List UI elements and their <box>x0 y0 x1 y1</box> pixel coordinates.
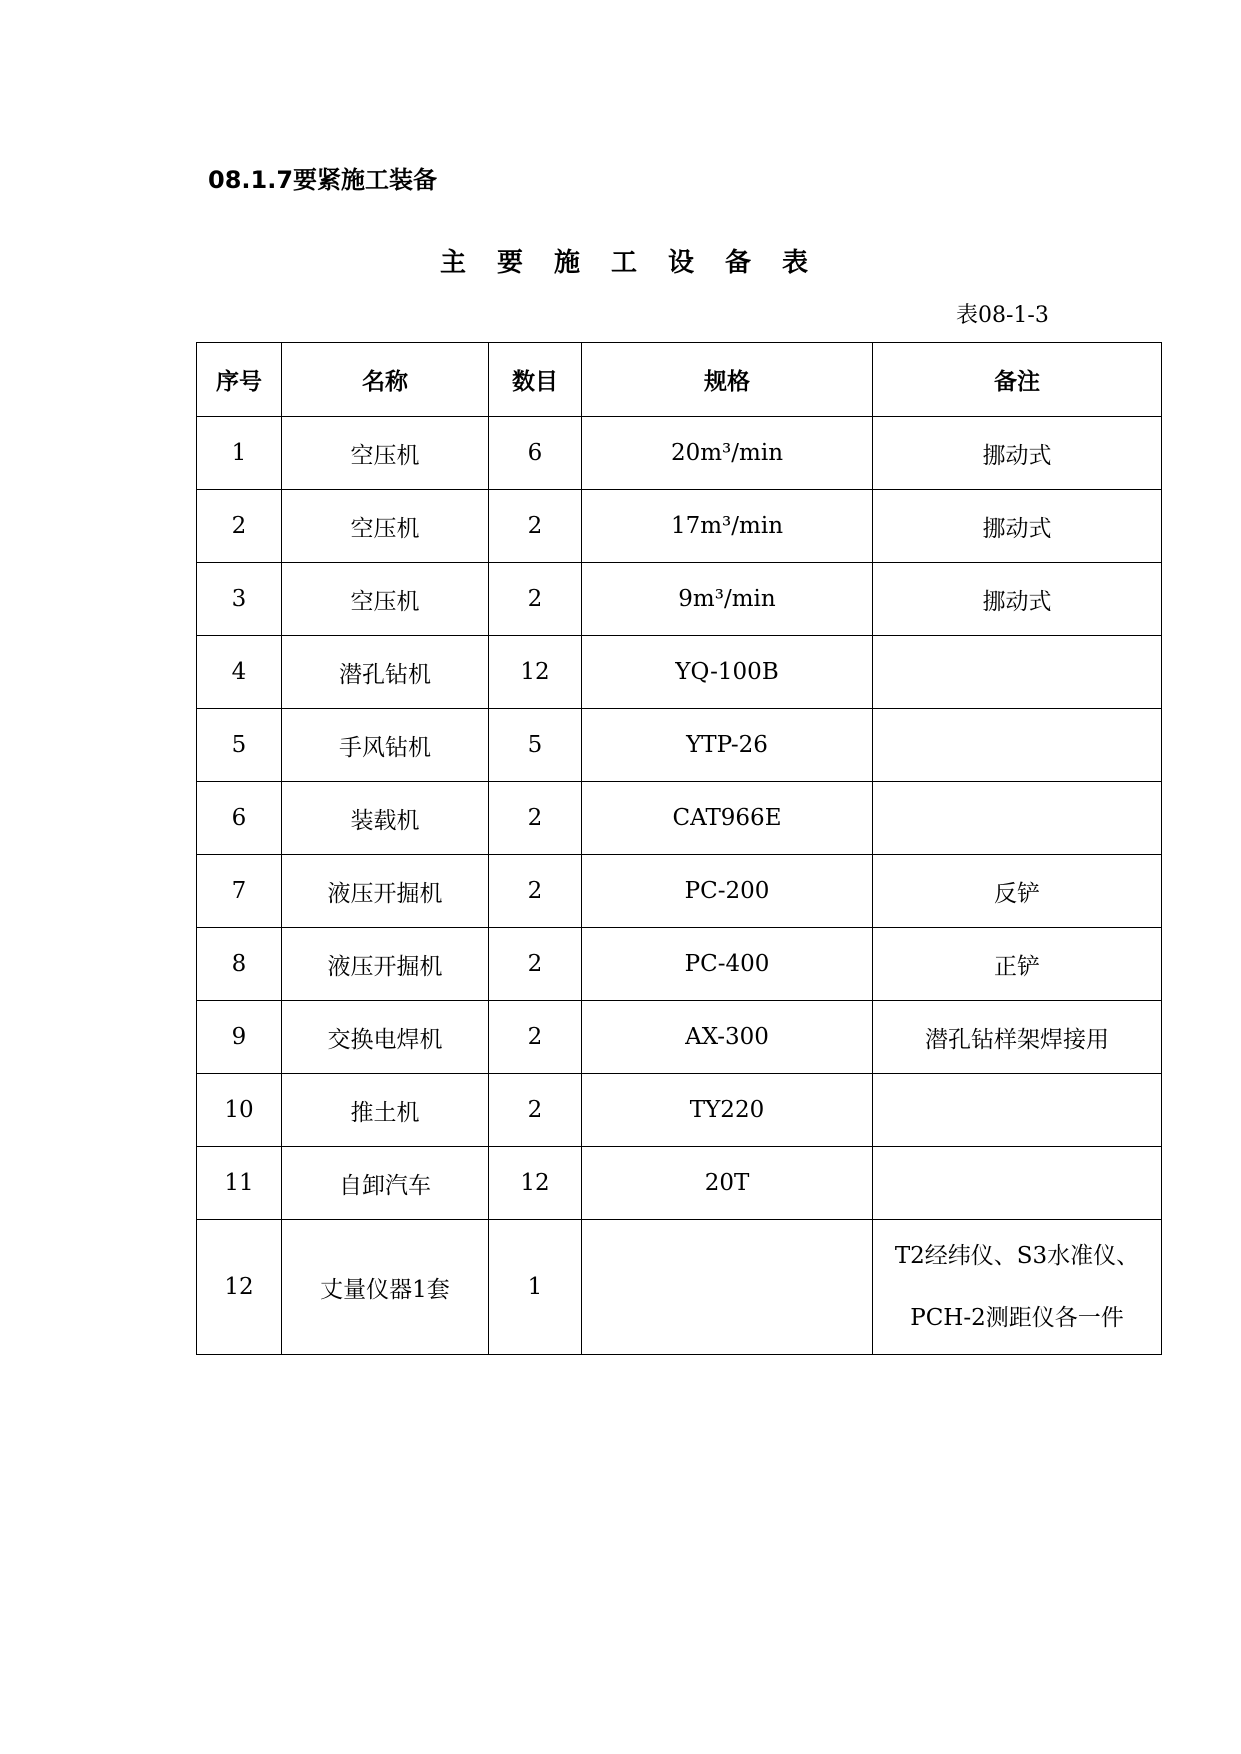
cell-qty: 2 <box>489 782 582 855</box>
cell-spec: 20T <box>582 1147 873 1220</box>
cell-spec: TY220 <box>582 1074 873 1147</box>
table-row <box>197 782 1162 855</box>
table-row <box>197 1074 1162 1147</box>
remark-line: T2经纬仪、S3水准仪、 <box>894 1243 1140 1269</box>
table-row <box>197 1001 1162 1074</box>
cell-remark <box>873 1147 1162 1220</box>
cell-spec: CAT966E <box>582 782 873 855</box>
cell-name: 液压开掘机 <box>282 928 489 1001</box>
cell-no: 8 <box>197 928 282 1001</box>
cell-remark <box>873 1074 1162 1147</box>
cell-no: 5 <box>197 709 282 782</box>
cell-remark: 挪动式 <box>873 490 1162 563</box>
cell-remark <box>873 636 1162 709</box>
cell-remark: 反铲 <box>873 855 1162 928</box>
cell-no: 6 <box>197 782 282 855</box>
cell-no: 4 <box>197 636 282 709</box>
title-char: 工 <box>611 248 638 278</box>
title-char: 表 <box>782 248 809 278</box>
cell-spec <box>582 1220 873 1355</box>
table-number: 表08-1-3 <box>956 303 1049 328</box>
cell-remark <box>873 1220 1162 1355</box>
cell-qty: 2 <box>489 928 582 1001</box>
table-row <box>197 928 1162 1001</box>
cell-spec: YTP-26 <box>582 709 873 782</box>
title-char: 主 <box>440 248 467 278</box>
cell-qty: 2 <box>489 1074 582 1147</box>
table-row <box>197 636 1162 709</box>
table-row <box>197 563 1162 636</box>
table-row <box>197 1220 1162 1355</box>
cell-no: 11 <box>197 1147 282 1220</box>
cell-remark: 潜孔钻样架焊接用 <box>873 1001 1162 1074</box>
cell-qty: 12 <box>489 636 582 709</box>
cell-name: 手风钻机 <box>282 709 489 782</box>
cell-no: 12 <box>197 1220 282 1355</box>
cell-no: 2 <box>197 490 282 563</box>
table-header-row <box>197 343 1162 417</box>
cell-no: 1 <box>197 417 282 490</box>
cell-qty: 2 <box>489 855 582 928</box>
table-row <box>197 490 1162 563</box>
cell-qty: 12 <box>489 1147 582 1220</box>
cell-name: 液压开掘机 <box>282 855 489 928</box>
cell-qty: 2 <box>489 490 582 563</box>
cell-no: 10 <box>197 1074 282 1147</box>
cell-name: 空压机 <box>282 563 489 636</box>
cell-qty: 2 <box>489 1001 582 1074</box>
cell-name: 推土机 <box>282 1074 489 1147</box>
cell-spec: AX-300 <box>582 1001 873 1074</box>
cell-qty: 2 <box>489 563 582 636</box>
title-char: 要 <box>497 248 524 278</box>
title-char: 施 <box>554 248 581 278</box>
table-row <box>197 417 1162 490</box>
cell-spec: PC-200 <box>582 855 873 928</box>
header-remark: 备注 <box>873 343 1162 417</box>
cell-qty: 6 <box>489 417 582 490</box>
header-qty: 数目 <box>489 343 582 417</box>
table-row <box>197 1147 1162 1220</box>
cell-no: 7 <box>197 855 282 928</box>
cell-remark <box>873 782 1162 855</box>
cell-remark: 挪动式 <box>873 417 1162 490</box>
remark-line: PCH-2测距仪各一件 <box>910 1305 1124 1331</box>
table-row <box>197 709 1162 782</box>
cell-remark: 正铲 <box>873 928 1162 1001</box>
cell-name: 装载机 <box>282 782 489 855</box>
cell-spec: PC-400 <box>582 928 873 1001</box>
cell-remark <box>873 709 1162 782</box>
section-heading: 08.1.7要紧施工装备 <box>208 166 438 194</box>
header-spec: 规格 <box>582 343 873 417</box>
cell-spec: YQ-100B <box>582 636 873 709</box>
cell-qty: 1 <box>489 1220 582 1355</box>
table-title <box>440 242 839 279</box>
header-no: 序号 <box>197 343 282 417</box>
cell-spec: 20m³/min <box>582 417 873 490</box>
cell-spec: 9m³/min <box>582 563 873 636</box>
cell-name: 潜孔钻机 <box>282 636 489 709</box>
table-row <box>197 855 1162 928</box>
cell-name: 自卸汽车 <box>282 1147 489 1220</box>
header-name: 名称 <box>282 343 489 417</box>
cell-spec: 17m³/min <box>582 490 873 563</box>
cell-qty: 5 <box>489 709 582 782</box>
title-char: 设 <box>668 248 695 278</box>
cell-name: 空压机 <box>282 417 489 490</box>
equipment-table <box>196 342 1162 1355</box>
cell-no: 9 <box>197 1001 282 1074</box>
cell-remark: 挪动式 <box>873 563 1162 636</box>
cell-no: 3 <box>197 563 282 636</box>
cell-name: 丈量仪器1套 <box>282 1220 489 1355</box>
cell-name: 空压机 <box>282 490 489 563</box>
title-char: 备 <box>725 248 752 278</box>
cell-name: 交换电焊机 <box>282 1001 489 1074</box>
